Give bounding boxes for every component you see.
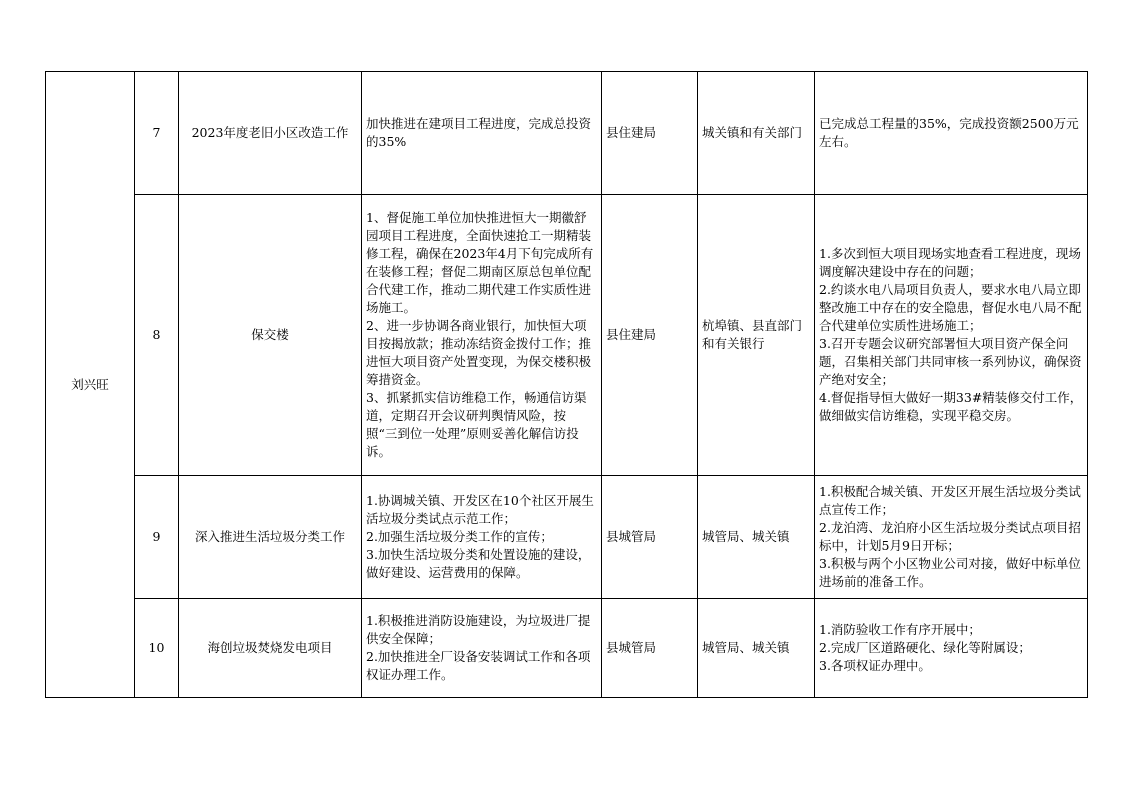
coop-unit: 城管局、城关镇 — [698, 476, 815, 599]
progress-content: 已完成总工程量的35%，完成投资额2500万元左右。 — [815, 72, 1088, 195]
row-number: 9 — [135, 476, 179, 599]
lead-unit: 县城管局 — [602, 476, 698, 599]
project-name: 深入推进生活垃圾分类工作 — [179, 476, 362, 599]
project-name: 海创垃圾焚烧发电项目 — [179, 599, 362, 698]
progress-content: 1.消防验收工作有序开展中； 2.完成厂区道路硬化、绿化等附属设； 3.各项权证办理中。 — [815, 599, 1088, 698]
lead-unit: 县城管局 — [602, 599, 698, 698]
task-content: 1.协调城关镇、开发区在10个社区开展生活垃圾分类试点示范工作； 2.加强生活垃圾分类工作的宣传； 3.加快生活垃圾分类和处置设施的建设，做好建设、运营费用的保障。 — [362, 476, 602, 599]
task-content: 1.积极推进消防设施建设，为垃圾进厂提供安全保障； 2.加快推进全厂设备安装调试工作和各项权证办理工作。 — [362, 599, 602, 698]
lead-unit: 县住建局 — [602, 72, 698, 195]
project-name: 保交楼 — [179, 195, 362, 476]
table-row — [46, 599, 1088, 698]
coop-unit: 城关镇和有关部门 — [698, 72, 815, 195]
coop-unit: 城管局、城关镇 — [698, 599, 815, 698]
project-name: 2023年度老旧小区改造工作 — [179, 72, 362, 195]
table-row — [46, 476, 1088, 599]
task-content: 加快推进在建项目工程进度，完成总投资的35% — [362, 72, 602, 195]
owner-cell: 刘兴旺 — [46, 72, 135, 698]
row-number: 7 — [135, 72, 179, 195]
coop-unit: 杭埠镇、县直部门和有关银行 — [698, 195, 815, 476]
table-row — [46, 195, 1088, 476]
task-content: 1、督促施工单位加快推进恒大一期徽舒园项目工程进度，全面快速抢工一期精装修工程，确保在2023年4月下旬完成所有在装修工程；督促二期南区原总包单位配合代建工作，推动二期代建工作实质性进场施工。 2、进一步协调各商业银行，加快恒大项目按揭放款；推动冻结资金拨付工作；推进恒大项目资产处置变现，为保交楼积极筹措资金。 3、抓紧抓实信访维稳工作，畅通信访渠道，定期召开会议研判舆情风险，按照“三到位一处理”原则妥善化解信访投诉。 — [362, 195, 602, 476]
table-row — [46, 72, 1088, 195]
lead-unit: 县住建局 — [602, 195, 698, 476]
row-number: 10 — [135, 599, 179, 698]
task-table — [45, 71, 1088, 698]
progress-content: 1.多次到恒大项目现场实地查看工程进度，现场调度解决建设中存在的问题； 2.约谈水电八局项目负责人，要求水电八局立即整改施工中存在的安全隐患，督促水电八局不配合代建单位实质性进场施工； 3.召开专题会议研究部署恒大项目资产保全问题，召集相关部门共同审核一系列协议，确保资产绝对安全； 4.督促指导恒大做好一期33#精装修交付工作，做细做实信访维稳，实现平稳交房。 — [815, 195, 1088, 476]
progress-content: 1.积极配合城关镇、开发区开展生活垃圾分类试点宣传工作； 2.龙泊湾、龙泊府小区生活垃圾分类试点项目招标中，计划5月9日开标； 3.积极与两个小区物业公司对接，做好中标单位进场前的准备工作。 — [815, 476, 1088, 599]
row-number: 8 — [135, 195, 179, 476]
